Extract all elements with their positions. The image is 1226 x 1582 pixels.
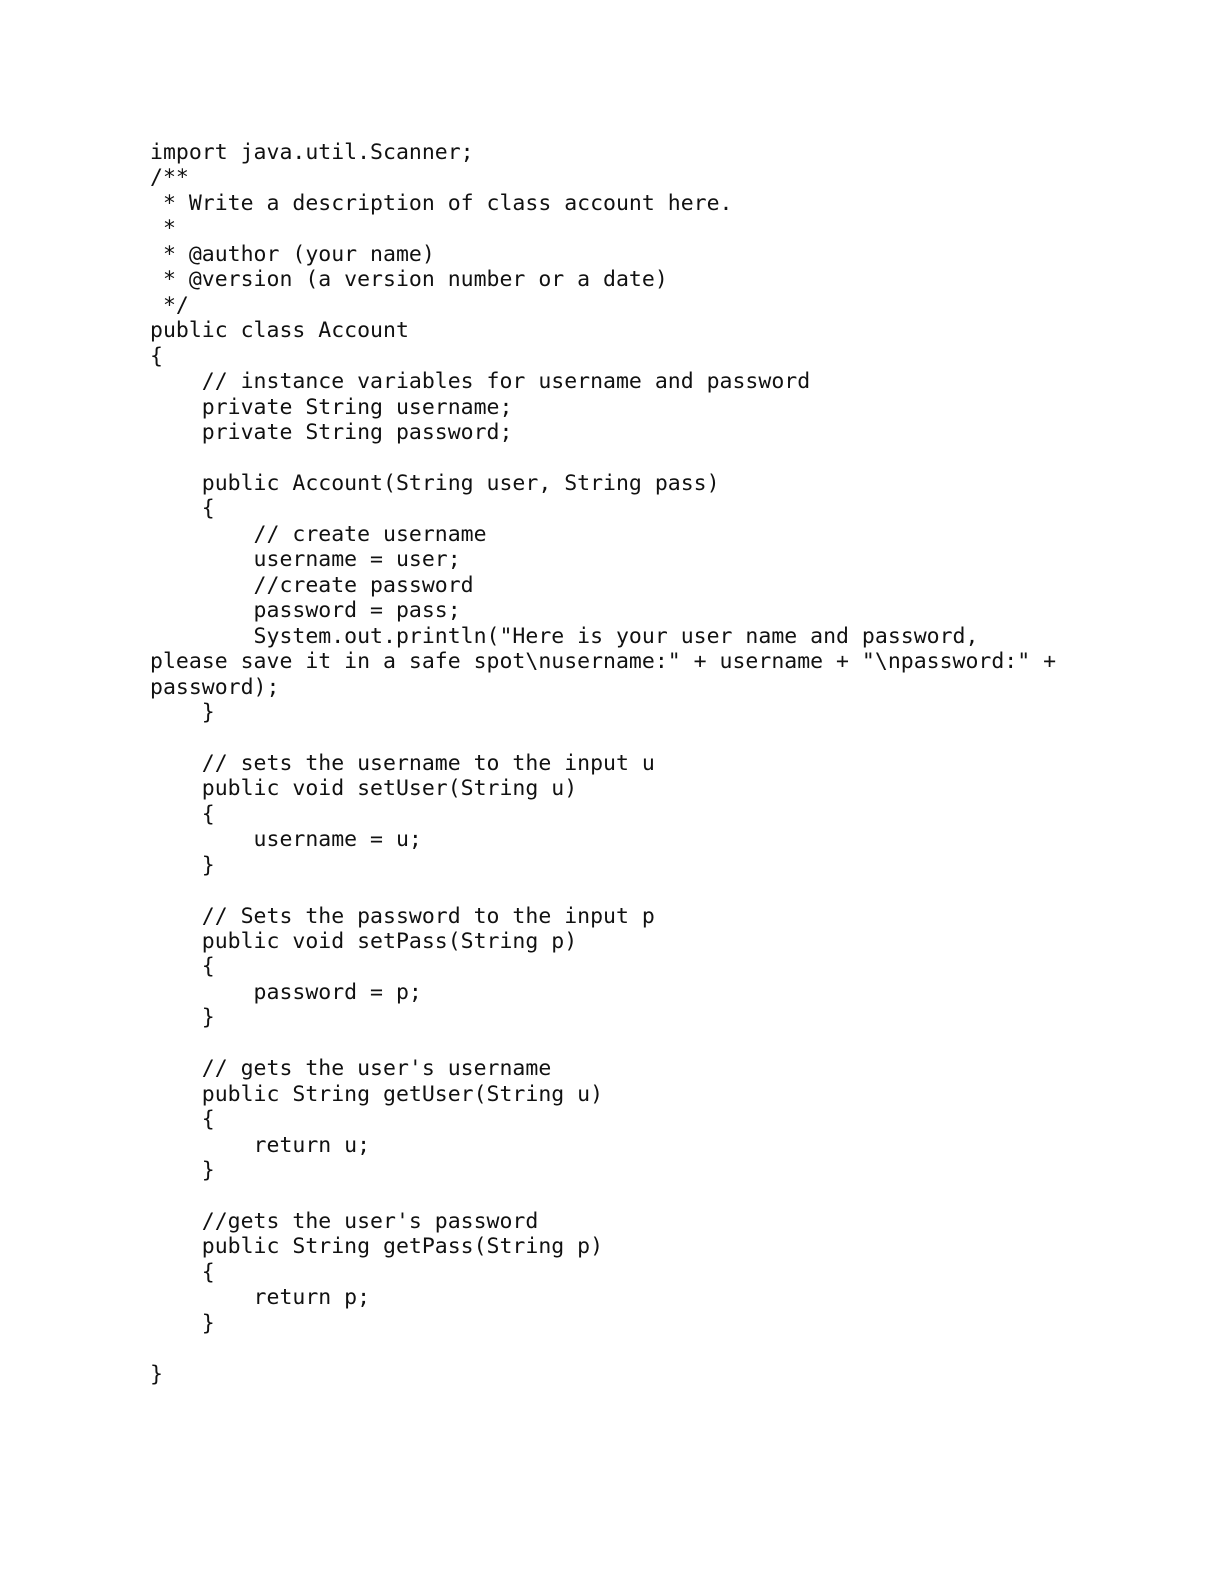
code-line: public class Account <box>150 318 409 344</box>
code-line: import java.util.Scanner; <box>150 140 474 165</box>
code-line: * <box>150 216 176 242</box>
code-line: please save it in a safe spot\nusername:" + username + "\npassword:" + <box>150 649 1057 675</box>
code-line: public void setUser(String u) <box>150 776 578 802</box>
code-line: public void setPass(String p) <box>150 929 578 954</box>
code-line: // instance variables for username and password <box>150 369 811 395</box>
code-line: * @author (your name) <box>150 241 435 267</box>
code-line: private String password; <box>150 419 513 445</box>
code-listing <box>150 140 1150 1387</box>
code-line: password); <box>150 674 280 700</box>
code-line <box>150 1336 1150 1361</box>
code-line: */ <box>150 292 189 318</box>
code-line: //gets the user's password <box>150 1208 539 1234</box>
code-line: } <box>150 852 215 878</box>
code-line: { <box>150 801 215 827</box>
code-line: password = p; <box>150 979 422 1005</box>
code-line: { <box>150 1107 215 1133</box>
code-line: // Sets the password to the input p <box>150 903 655 929</box>
code-line: public String getPass(String p) <box>150 1234 604 1260</box>
code-line: { <box>150 954 215 980</box>
code-line: } <box>150 1361 163 1387</box>
code-line: // create username <box>150 521 487 547</box>
code-line: public Account(String user, String pass) <box>150 470 720 496</box>
code-line: // sets the username to the input u <box>150 750 655 776</box>
code-line: /** <box>150 165 189 191</box>
code-line: } <box>150 699 215 725</box>
code-line: { <box>150 343 163 369</box>
code-line: // gets the user's username <box>150 1056 552 1082</box>
code-line: public String getUser(String u) <box>150 1081 604 1107</box>
code-line: password = pass; <box>150 598 461 624</box>
code-line: } <box>150 1158 215 1184</box>
code-line: * Write a description of class account here. <box>150 190 733 216</box>
code-line <box>150 1184 1150 1209</box>
code-line: System.out.println("Here is your user name and password, <box>150 623 979 649</box>
code-line: * @version (a version number or a date) <box>150 267 668 293</box>
code-line: username = user; <box>150 547 461 573</box>
code-line: return u; <box>150 1132 371 1158</box>
code-line: { <box>150 1259 215 1285</box>
code-line: username = u; <box>150 827 422 853</box>
code-line: //create password <box>150 572 474 598</box>
code-line <box>150 445 1150 470</box>
code-line: { <box>150 496 215 522</box>
code-line <box>150 1031 1150 1056</box>
code-line <box>150 725 1150 750</box>
code-line: } <box>150 1310 215 1336</box>
code-line <box>150 878 1150 903</box>
code-line: private String username; <box>150 394 513 420</box>
code-line: return p; <box>150 1285 371 1311</box>
code-line: } <box>150 1005 215 1031</box>
